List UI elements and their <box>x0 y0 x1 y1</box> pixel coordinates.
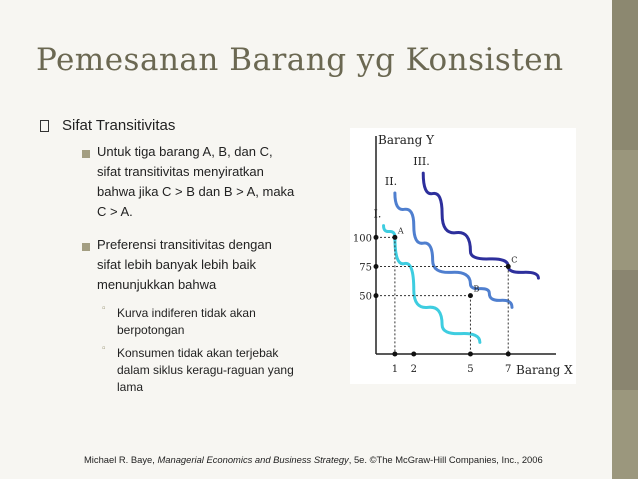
axis-dot <box>468 352 473 357</box>
data-point-label: A <box>397 226 404 236</box>
level2-bullet-icon <box>82 150 90 158</box>
side-bar-block <box>612 390 638 479</box>
y-tick-label: 100 <box>352 233 372 245</box>
x-tick-label: 5 <box>467 364 474 375</box>
subpoint-line: Kurva indiferen tidak akan <box>117 306 256 320</box>
side-bar-block <box>612 150 638 270</box>
footer-book-title: Managerial Economics and Business Strategy <box>157 454 349 465</box>
chart-background <box>350 128 576 384</box>
decorative-side-bar <box>612 0 638 479</box>
side-bar-block <box>612 270 638 390</box>
data-point <box>468 293 473 298</box>
level1-text: Sifat Transitivitas <box>62 117 176 134</box>
y-tick-label: 75 <box>359 262 372 274</box>
x-tick-label: 7 <box>505 364 512 375</box>
x-tick-label: 2 <box>410 364 417 375</box>
point-line: sifat transitivitas menyiratkan <box>97 164 264 179</box>
point-line: C > A. <box>97 204 133 219</box>
level2-bullet-icon <box>82 243 90 251</box>
footer-publisher: , 5e. ©The McGraw-Hill Companies, Inc., 2006 <box>348 454 543 465</box>
indifference-curve-chart <box>350 128 576 384</box>
x-tick-label: 1 <box>391 364 399 375</box>
subpoint-line: berpotongan <box>117 323 185 337</box>
point-line: Untuk tiga barang A, B, dan C, <box>97 144 273 159</box>
subpoint-line: dalam siklus keragu-raguan yang <box>117 363 294 377</box>
y-axis-label: Barang Y <box>378 133 435 147</box>
data-point-label: C <box>511 255 518 265</box>
axis-dot <box>374 293 379 298</box>
data-point <box>506 264 511 269</box>
point-line: Preferensi transitivitas dengan <box>97 237 272 252</box>
x-axis-label: Barang X <box>516 363 573 377</box>
footer-author: Michael R. Baye, <box>84 454 155 465</box>
point-line: menunjukkan bahwa <box>97 277 217 292</box>
axis-dot <box>392 352 397 357</box>
subpoint-line: lama <box>117 380 144 394</box>
data-point-label: B <box>473 284 480 294</box>
axis-dot <box>374 264 379 269</box>
y-tick-label: 50 <box>359 291 372 303</box>
curve-label: II. <box>384 175 398 188</box>
level3-bullet-icon: ▫ <box>102 303 106 314</box>
slide-title: Pemesanan Barang yg Konsisten <box>36 42 564 78</box>
axis-dot <box>506 352 511 357</box>
subpoint-line: Konsumen tidak akan terjebak <box>117 346 279 360</box>
point-line: bahwa jika C > B dan B > A, maka <box>97 184 295 199</box>
level3-bullet-icon: ▫ <box>102 343 106 354</box>
curve-label: III. <box>413 155 430 169</box>
axis-dot <box>374 235 379 240</box>
side-bar-block <box>612 0 638 150</box>
axis-dot <box>411 352 416 357</box>
curve-label: I. <box>373 207 382 221</box>
footer-citation <box>84 454 543 465</box>
data-point <box>392 235 397 240</box>
level1-bullet-icon <box>40 120 49 132</box>
point-line: sifat lebih banyak lebih baik <box>97 257 256 272</box>
